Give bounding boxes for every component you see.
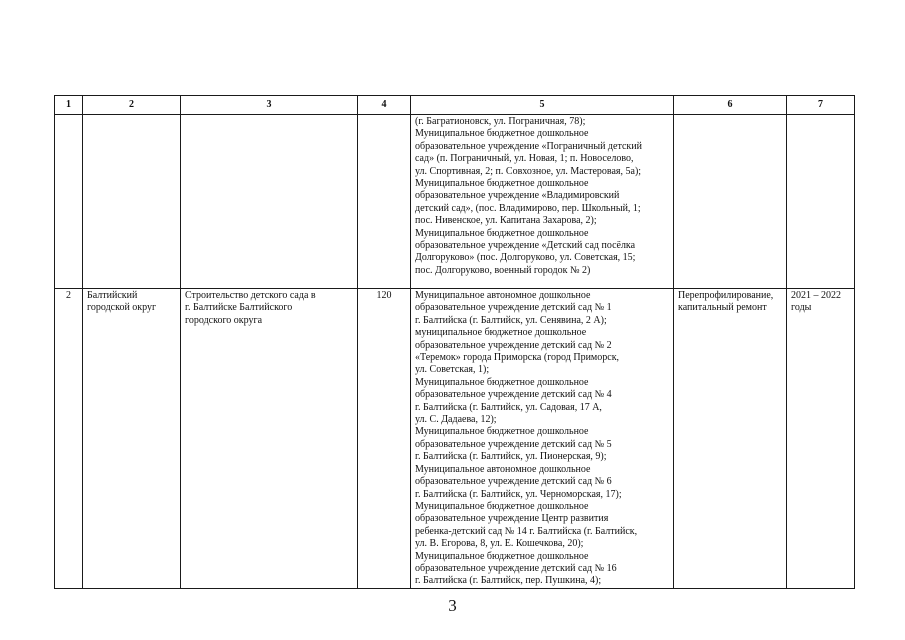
header-col-4: 4 [358, 96, 411, 115]
text-line: ребенка-детский сад № 14 г. Балтийска (г. Балтийск, [415, 525, 638, 537]
text-line: (г. Багратионовск, ул. Пограничная, 78); [415, 116, 586, 127]
text-line: городской округ [87, 302, 157, 314]
row-b-municipality [83, 289, 181, 589]
row-b-number: 2 [55, 289, 83, 589]
header-col-5: 5 [411, 96, 674, 115]
text-line: образовательное учреждение детский сад № 16 [415, 562, 617, 574]
text-line: Муниципальное бюджетное дошкольное [415, 128, 589, 140]
row-a-institutions [411, 115, 674, 289]
text-line: Муниципальное автономное дошкольное [415, 290, 591, 301]
header-col-2: 2 [83, 96, 181, 115]
text-line: образовательное учреждение Центр развития [415, 513, 609, 525]
header-col-1: 1 [55, 96, 83, 115]
text-line: Муниципальное бюджетное дошкольное [415, 178, 589, 190]
row-a-col-6 [674, 115, 787, 289]
text-line: сад» (п. Пограничный, ул. Новая, 1; п. Новоселово, [415, 153, 634, 165]
row-b-capacity: 120 [358, 289, 411, 589]
text-line: образовательное учреждение детский сад № 6 [415, 476, 612, 488]
text-line: капитальный ремонт [678, 302, 767, 314]
row-a-col-2 [83, 115, 181, 289]
page-number: 3 [448, 596, 457, 615]
text-line: Перепрофилирование, [678, 290, 774, 301]
text-line: образовательное учреждение детский сад № 1 [415, 302, 612, 314]
data-table [54, 95, 855, 589]
text-line: Муниципальное бюджетное дошкольное [415, 500, 589, 512]
text-line: образовательное учреждение «Владимировский [415, 190, 620, 202]
text-line: Муниципальное бюджетное дошкольное [415, 550, 589, 562]
text-line: образовательное учреждение детский сад № 4 [415, 389, 612, 401]
text-line: годы [791, 302, 812, 314]
text-line: г. Балтийска (г. Балтийск, пер. Пушкина, 4); [415, 575, 602, 587]
text-line: «Теремок» города Приморска (город Приморск, [415, 352, 620, 364]
text-line: ул. В. Егорова, 8, ул. Е. Кошечкова, 20); [415, 538, 584, 550]
row-b-period [787, 289, 855, 589]
text-line: детский сад», (пос. Владимирово, пер. Школьный, 1; [415, 202, 641, 214]
text-line: образовательное учреждение «Детский сад посёлка [415, 240, 636, 252]
table-row [55, 115, 855, 289]
row-b-works [674, 289, 787, 589]
text-line: Муниципальное бюджетное дошкольное [415, 426, 589, 438]
row-b-institutions [411, 289, 674, 589]
text-line: 2021 – 2022 [791, 290, 841, 301]
text-line: г. Балтийска (г. Балтийск, ул. Садовая, 17 А, [415, 401, 602, 413]
text-line: муниципальное бюджетное дошкольное [415, 327, 587, 339]
row-a-col-4 [358, 115, 411, 289]
row-a-col-3 [181, 115, 358, 289]
text-line: образовательное учреждение «Пограничный детский [415, 140, 642, 152]
text-line: городского округа [185, 314, 263, 326]
text-line: Балтийский [87, 290, 138, 301]
text-line: Муниципальное бюджетное дошкольное [415, 227, 589, 239]
table-row [55, 289, 855, 589]
text-line: образовательное учреждение детский сад № 2 [415, 339, 612, 351]
text-line: пос. Нивенское, ул. Капитана Захарова, 2); [415, 215, 597, 227]
header-col-3: 3 [181, 96, 358, 115]
header-col-7: 7 [787, 96, 855, 115]
row-b-project [181, 289, 358, 589]
text-line: ул. С. Дадаева, 12); [415, 414, 497, 426]
row-a-col-1 [55, 115, 83, 289]
text-line: пос. Долгоруково, военный городок № 2) [415, 264, 591, 276]
text-line: г. Балтийске Балтийского [185, 302, 293, 314]
text-line: Муниципальное бюджетное дошкольное [415, 376, 589, 388]
text-line: образовательное учреждение детский сад № 5 [415, 438, 612, 450]
text-line: Строительство детского сада в [185, 290, 316, 301]
text-line: Долгоруково» (пос. Долгоруково, ул. Советская, 15; [415, 252, 636, 264]
row-a-col-7 [787, 115, 855, 289]
table-header-row [55, 96, 855, 115]
text-line: г. Балтийска (г. Балтийск, ул. Пионерская, 9); [415, 451, 607, 463]
text-line: ул. Советская, 1); [415, 364, 490, 376]
text-line: ул. Спортивная, 2; п. Совхозное, ул. Мастеровая, 5а); [415, 165, 642, 177]
header-col-6: 6 [674, 96, 787, 115]
text-line: г. Балтийска (г. Балтийск, ул. Сенявина, 2 А); [415, 314, 607, 326]
text-line: г. Балтийска (г. Балтийск, ул. Черноморская, 17); [415, 488, 622, 500]
text-line: Муниципальное автономное дошкольное [415, 463, 591, 475]
